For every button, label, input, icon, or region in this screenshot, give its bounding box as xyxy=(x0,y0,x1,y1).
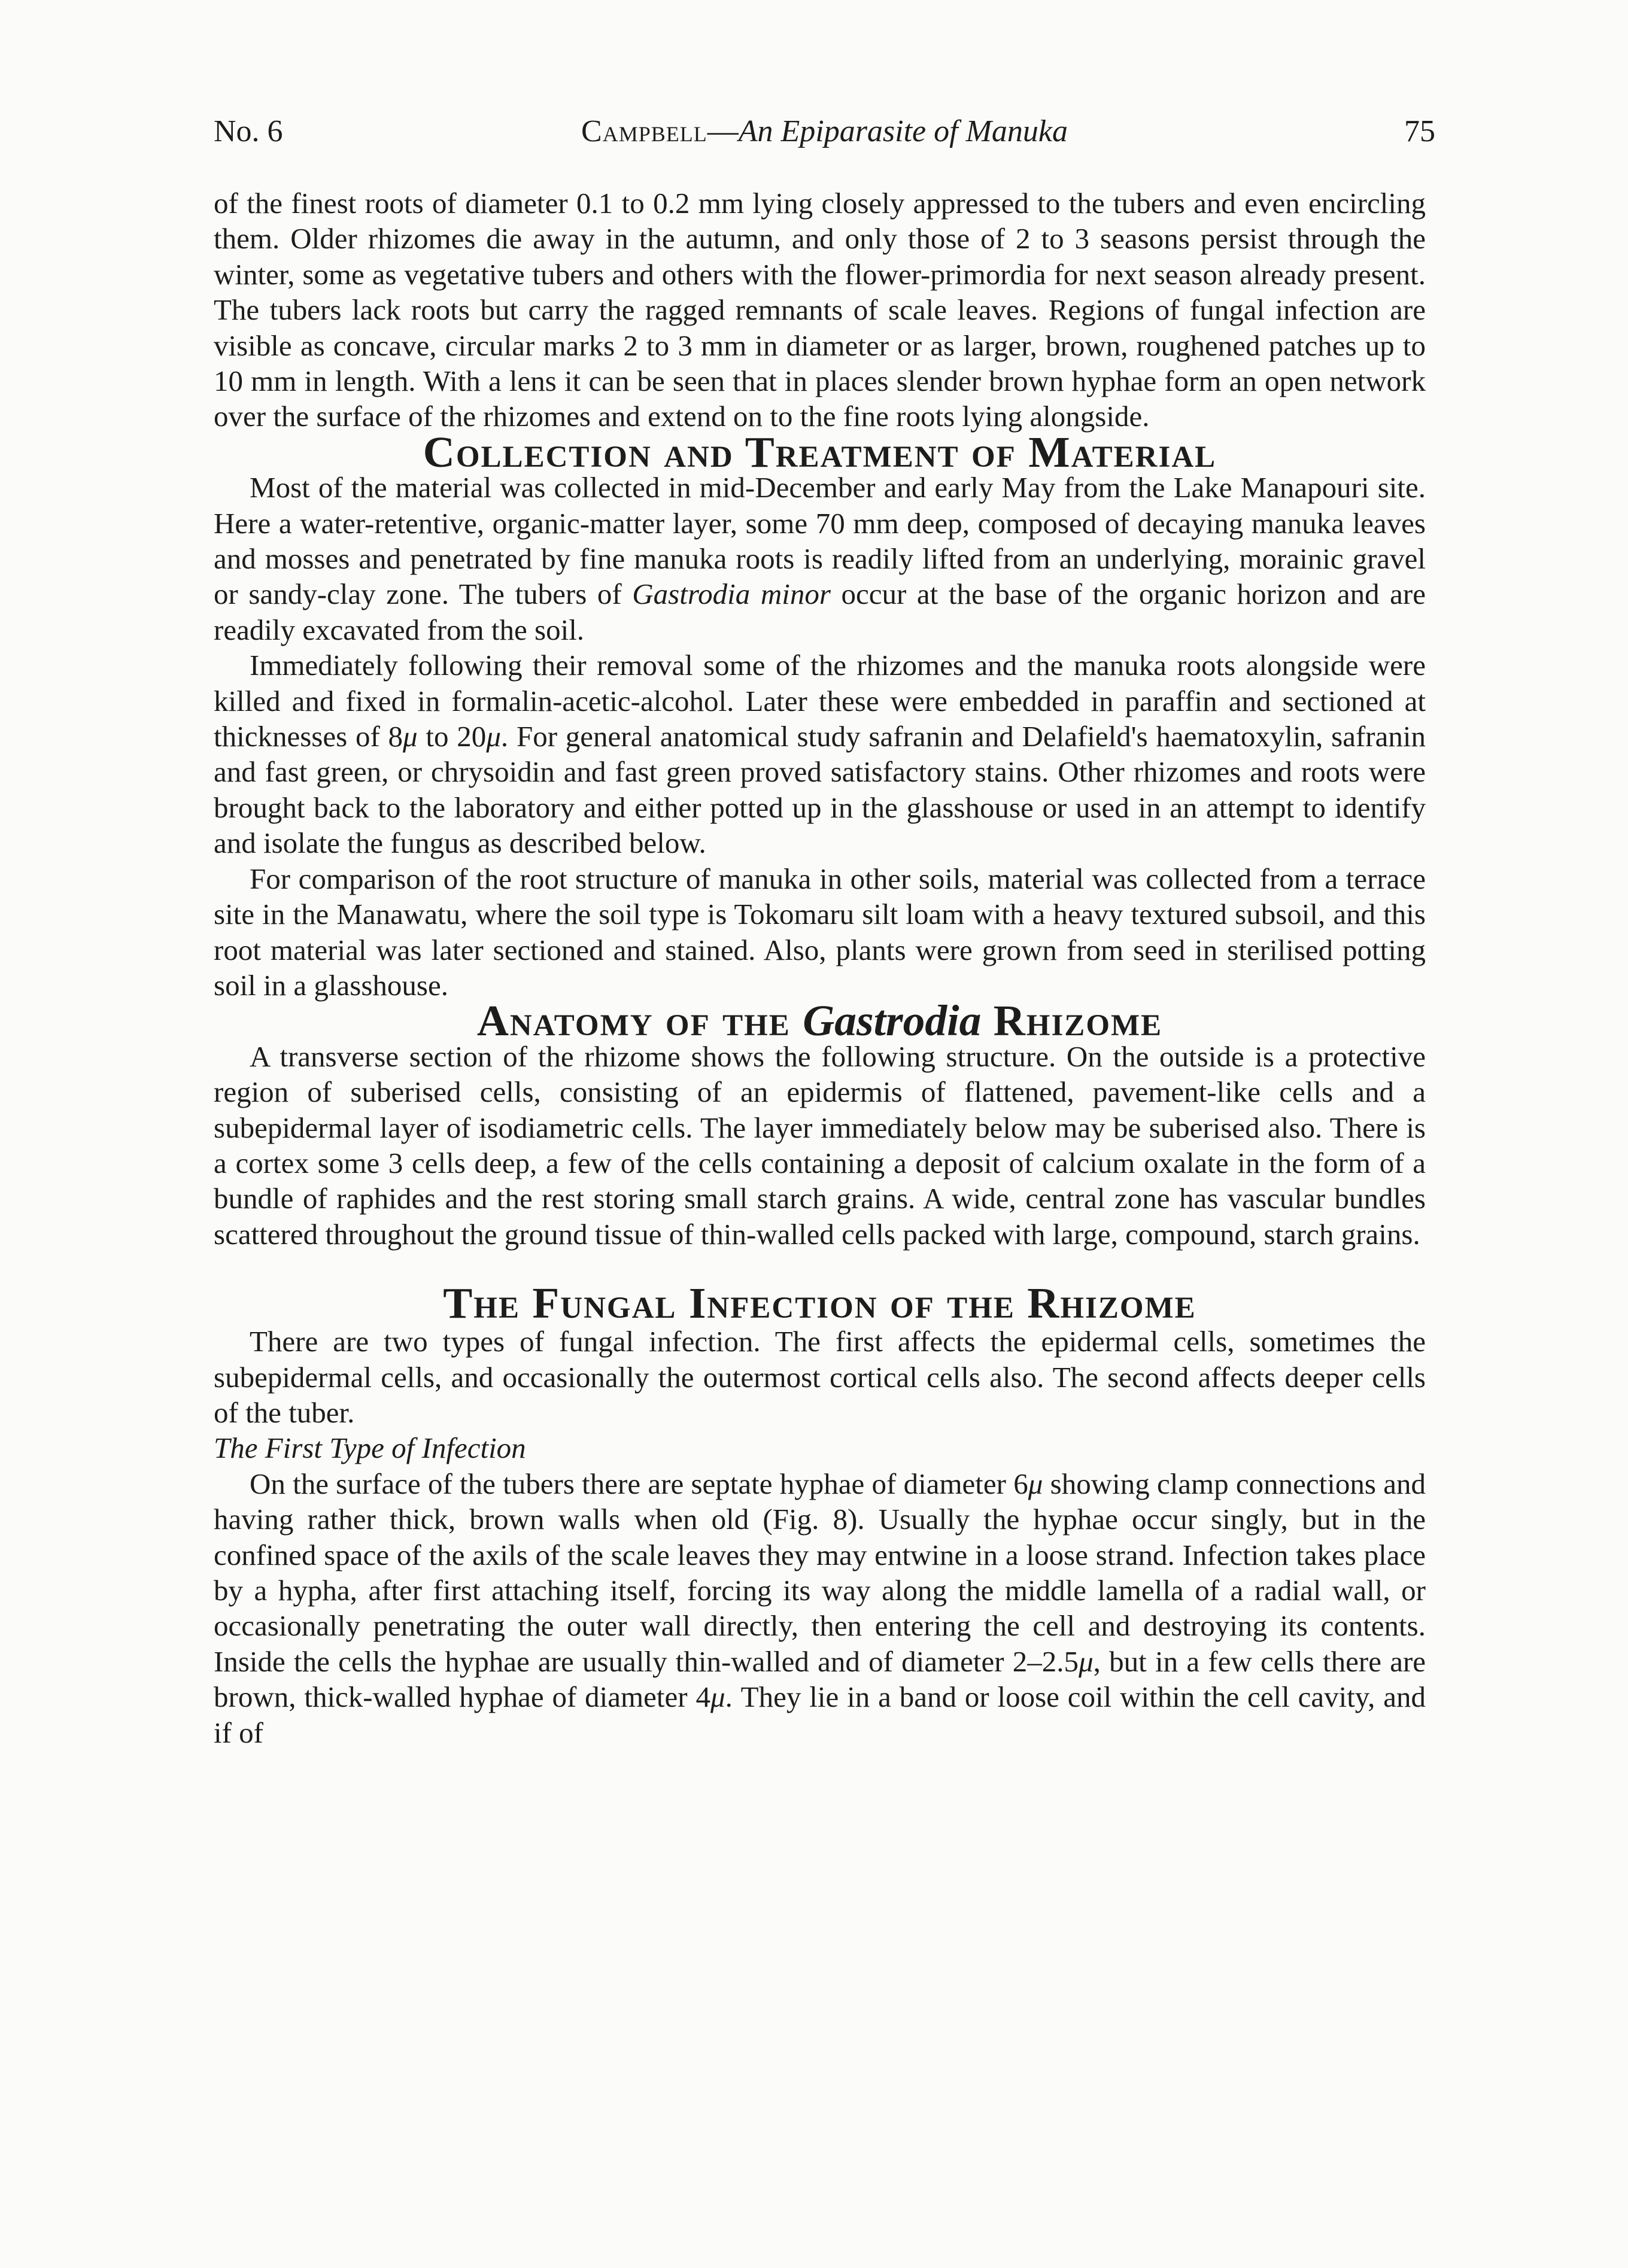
first-type-subheading: The First Type of Infection xyxy=(214,1431,526,1465)
anatomy-heading xyxy=(214,996,1426,1045)
anatomy-paragraph: A transverse section of the rhizome shows the following structure. On the outside is a protective region of suberised cells, consisting of an epidermis of flattened, pavement-like cells and a subepidermal layer of isodiametric cells. The layer immediately below may be suberised also. There is a cortex some 3 cells deep, a few of the cells containing a deposit of calcium oxalate in the form of a bundle of raphides and the rest storing small starch grains. A wide, central zone has vascular bundles scattered throughout the ground tissue of thin-walled cells packed with large, compound, starch grains. xyxy=(214,1039,1426,1251)
micron-symbol: μ xyxy=(486,720,501,753)
first-type-text-b: showing clamp connections and having rather thick, brown walls when old (Fig. 8). Usually the hyphae occur singly, but in the confined space of the axils of the scale leaves they may entwine in a loose strand. Infection takes place by a hypha, after first attaching itself, forcing its way along the middle lamella of a radial wall, or occasionally penetrating the outer wall directly, then entering the cell and destroying its contents. Inside the cells the hyphae are usually thin-walled and of diameter 2–2.5 xyxy=(214,1467,1426,1678)
title-dash: — xyxy=(707,114,739,148)
first-type-text-c: , but in a few cells there are brown, thick-walled hyphae of diameter 4 xyxy=(214,1644,1426,1714)
collection-paragraph-2 xyxy=(214,647,1426,861)
infection-paragraph: There are two types of fungal infection. The first affects the epidermal cells, sometimes the subepidermal cells, and occasionally the outermost cortical cells also. The second affects deeper cells of the tuber. xyxy=(214,1325,1426,1429)
page-number: 75 xyxy=(1404,114,1435,148)
running-header xyxy=(214,114,1435,156)
collection-p1-text-b: occur at the base of the organic horizon and are readily excavated from the soil. xyxy=(214,577,1426,646)
collection-p2-text-c: . For general anatomical study safranin and Delafield's haematoxylin, safranin and fast green, or chrysoidin and fast green proved satisfactory stains. Other rhizomes and roots were brought back to the laboratory and either potted up in the glasshouse or used in an attempt to identify and isolate the fungus as described below. xyxy=(214,720,1426,860)
intro-paragraph: of the finest roots of diameter 0.1 to 0.2 mm lying closely appressed to the tubers and even encircling them. Older rhizomes die away in the autumn, and only those of 2 to 3 seasons persist through the winter, some as vegetative tubers and others with the flower-primordia for next season already present. The tubers lack roots but carry the ragged remnants of scale leaves. Regions of fungal infection are visible as concave, circular marks 2 to 3 mm in diameter or as larger, brown, roughened patches up to 10 mm in length. With a lens it can be seen that in places slender brown hyphae form an open network over the surface of the rhizomes and extend on to the fine roots lying alongside. xyxy=(214,187,1426,433)
infection-heading: The Fungal Infection of the Rhizome xyxy=(443,1279,1196,1328)
collection-p1-text-a: Most of the material was collected in mid-December and early May from the Lake Manapouri site. Here a water-retentive, organic-matter layer, some 70 mm deep, composed of decaying manuka leaves and mosses and penetrated by fine manuka roots is readily lifted from an underlying, morainic gravel or sandy-clay zone. The tubers of xyxy=(214,471,1426,611)
article-title: An Epiparasite of Manuka xyxy=(738,114,1068,148)
collection-paragraph-3: For comparison of the root structure of manuka in other soils, material was collected from a terrace site in the Manawatu, where the soil type is Tokomaru silt loam with a heavy textured subsoil, and this root material was later sectioned and stained. Also, plants were grown from seed in sterilised potting soil in a glasshouse. xyxy=(214,862,1426,1002)
author-name: Campbell xyxy=(581,114,707,148)
first-type-paragraph xyxy=(214,1466,1426,1750)
micron-symbol: μ xyxy=(710,1680,725,1714)
first-type-text-a: On the surface of the tubers there are septate hyphae of diameter 6 xyxy=(250,1467,1028,1500)
micron-symbol: μ xyxy=(403,720,418,753)
collection-p2-text-b: to 20 xyxy=(417,720,487,753)
first-type-text-d: . They lie in a band or loose coil within the cell cavity, and if of xyxy=(214,1680,1426,1749)
anatomy-heading-b: Rhizome xyxy=(993,996,1163,1045)
micron-symbol: μ xyxy=(1079,1644,1094,1678)
micron-symbol: μ xyxy=(1028,1467,1043,1500)
anatomy-heading-a: Anatomy of the xyxy=(476,996,791,1045)
collection-heading: Collection and Treatment of Material xyxy=(423,427,1217,476)
issue-number: No. 6 xyxy=(214,114,283,148)
genus-name: Gastrodia xyxy=(803,996,982,1045)
species-name: Gastrodia minor xyxy=(632,577,831,611)
running-title xyxy=(214,114,1435,149)
collection-p2-text-a: Immediately following their removal some of the rhizomes and the manuka roots alongside were killed and fixed in formalin-acetic-alcohol. Later these were embedded in paraffin and sectioned at thicknesses of 8 xyxy=(214,649,1426,753)
collection-paragraph-1 xyxy=(214,470,1426,647)
article-body xyxy=(214,186,1426,1750)
